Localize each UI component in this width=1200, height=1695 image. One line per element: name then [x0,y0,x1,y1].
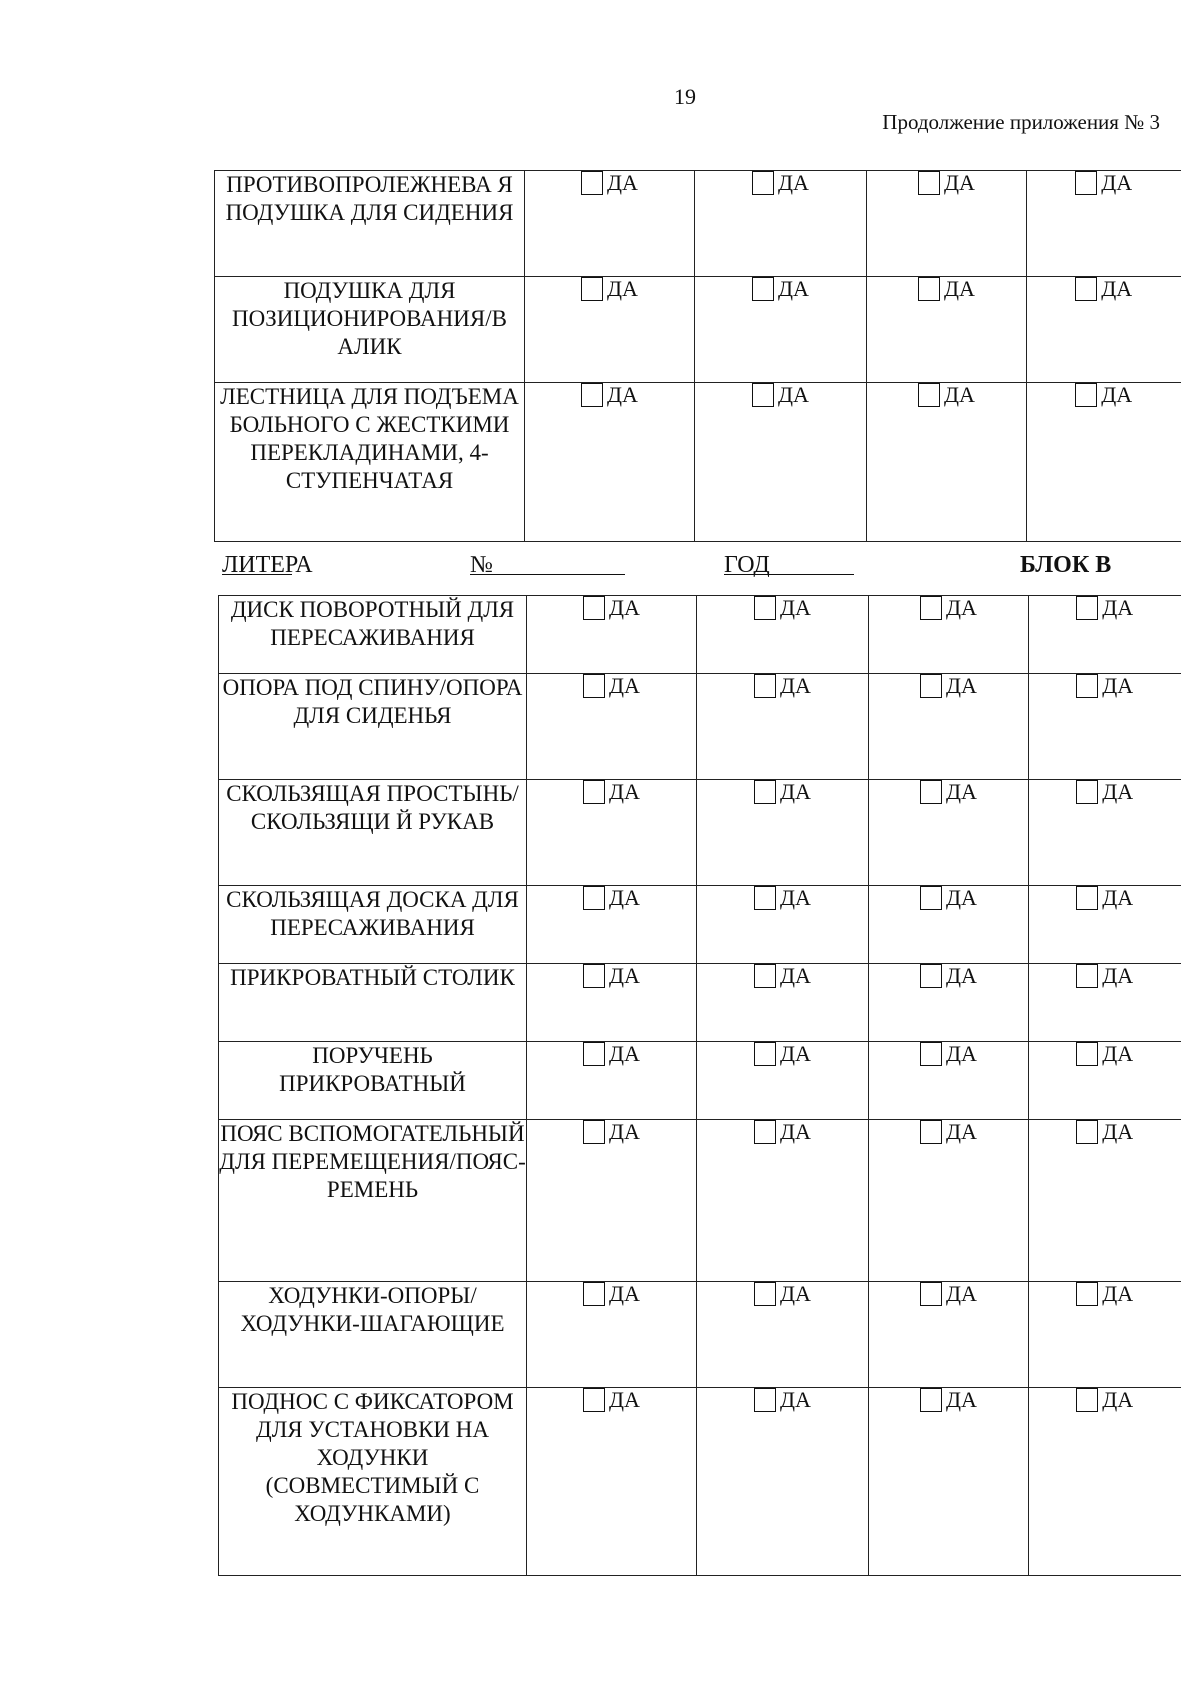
checkbox[interactable] [920,1282,942,1306]
option-cell [1029,964,1181,1042]
yes-option-label: ДА [1101,170,1133,195]
option-cell [1029,1282,1181,1388]
yes-option[interactable] [752,383,809,407]
table-row [219,1388,1181,1576]
yes-option[interactable] [754,1120,811,1144]
checkbox[interactable] [920,674,942,698]
option-cell [869,886,1029,964]
checkbox[interactable] [920,1120,942,1144]
option-cell [527,596,697,674]
checkbox[interactable] [1076,596,1098,620]
yes-option-label: ДА [946,1119,977,1144]
option-cell [527,674,697,780]
yes-option[interactable] [920,596,977,620]
yes-option-label: ДА [944,276,975,301]
option-cell [869,780,1029,886]
yes-option-label: ДА [946,963,977,988]
yes-option-label: ДА [1102,963,1134,988]
yes-option-label: ДА [609,673,640,698]
option-cell [527,1388,697,1576]
checkbox[interactable] [1076,1042,1098,1066]
yes-option[interactable] [1076,964,1133,988]
yes-option[interactable] [1076,780,1133,804]
row-label: СКОЛЬЗЯЩАЯ ПРОСТЫНЬ/СКОЛЬЗЯЩИ Й РУКАВ [219,780,527,886]
yes-option-label: ДА [609,963,640,988]
yes-option-label: ДА [1102,779,1134,804]
checkbox[interactable] [754,674,776,698]
yes-option-label: ДА [944,170,975,195]
option-cell [695,277,867,383]
checkbox[interactable] [583,674,605,698]
yes-option-label: ДА [780,1041,811,1066]
option-cell [527,964,697,1042]
row-label: ПОЯС ВСПОМОГАТЕЛЬНЫЙ ДЛЯ ПЕРЕМЕЩЕНИЯ/ПОЯС-РЕМЕНЬ [219,1120,527,1282]
yes-option[interactable] [1076,674,1133,698]
yes-option-label: ДА [607,276,638,301]
yes-option-label: ДА [607,382,638,407]
option-cell [697,1042,869,1120]
year-label: ГОД [724,552,770,578]
yes-option-label: ДА [780,885,811,910]
option-cell [695,171,867,277]
table-row [219,1042,1181,1120]
yes-option[interactable] [918,171,975,195]
row-label: ПОРУЧЕНЬ ПРИКРОВАТНЫЙ [219,1042,527,1120]
row-label: ОПОРА ПОД СПИНУ/ОПОРА ДЛЯ СИДЕНЬЯ [219,674,527,780]
table-row [215,383,1181,542]
option-cell [867,277,1027,383]
yes-option-label: ДА [1101,276,1133,301]
yes-option[interactable] [752,171,809,195]
yes-option[interactable] [583,1388,640,1412]
checkbox[interactable] [754,596,776,620]
row-label: ПРИКРОВАТНЫЙ СТОЛИК [219,964,527,1042]
yes-option-label: ДА [778,170,809,195]
yes-option-label: ДА [946,1281,977,1306]
option-cell [527,886,697,964]
yes-option[interactable] [920,1042,977,1066]
litera-label: ЛИТЕРА [222,552,313,578]
option-cell [869,596,1029,674]
checkbox[interactable] [1075,171,1097,195]
yes-option-label: ДА [780,1281,811,1306]
yes-option[interactable] [583,886,640,910]
yes-option[interactable] [918,277,975,301]
block-header [222,552,1172,592]
table-row [219,674,1181,780]
yes-option[interactable] [920,1282,977,1306]
yes-option-label: ДА [609,885,640,910]
yes-option-label: ДА [1101,382,1133,407]
yes-option-label: ДА [1102,1119,1134,1144]
yes-option[interactable] [1075,383,1132,407]
yes-option-label: ДА [780,779,811,804]
yes-option-label: ДА [946,1387,977,1412]
option-cell [697,674,869,780]
yes-option-label: ДА [946,779,977,804]
checkbox[interactable] [583,1120,605,1144]
checkbox[interactable] [752,383,774,407]
option-cell [1029,1042,1181,1120]
checkbox[interactable] [581,171,603,195]
yes-option[interactable] [583,1120,640,1144]
checkbox[interactable] [1076,1388,1098,1412]
checkbox[interactable] [581,277,603,301]
option-cell [527,1042,697,1120]
litera-blank[interactable] [222,552,292,575]
option-cell [1029,596,1181,674]
yes-option[interactable] [583,596,640,620]
table-row [219,780,1181,886]
yes-option-label: ДА [780,1119,811,1144]
yes-option[interactable] [754,964,811,988]
yes-option-label: ДА [946,885,977,910]
checkbox[interactable] [754,1042,776,1066]
checkbox[interactable] [752,171,774,195]
yes-option[interactable] [920,1120,977,1144]
yes-option-label: ДА [778,382,809,407]
option-cell [869,1282,1029,1388]
option-cell [869,964,1029,1042]
option-cell [1029,780,1181,886]
option-cell [525,171,695,277]
yes-option[interactable] [581,277,638,301]
equipment-table-b [218,595,1181,1576]
checkbox[interactable] [583,886,605,910]
checkbox[interactable] [754,1282,776,1306]
block-title: БЛОК В [1020,552,1112,578]
yes-option[interactable] [754,596,811,620]
option-cell [697,596,869,674]
checkbox[interactable] [918,171,940,195]
option-cell [697,886,869,964]
option-cell [697,780,869,886]
year-blank[interactable] [724,552,854,575]
number-blank[interactable] [470,552,625,575]
checkbox[interactable] [583,1388,605,1412]
yes-option-label: ДА [609,595,640,620]
yes-option[interactable] [583,780,640,804]
checkbox[interactable] [920,1042,942,1066]
checkbox[interactable] [920,964,942,988]
yes-option-label: ДА [946,1041,977,1066]
option-cell [525,383,695,542]
option-cell [869,1042,1029,1120]
checkbox[interactable] [1076,886,1098,910]
row-label: ПРОТИВОПРОЛЕЖНЕВА Я ПОДУШКА ДЛЯ СИДЕНИЯ [215,171,525,277]
option-cell [1027,171,1181,277]
yes-option[interactable] [920,674,977,698]
yes-option[interactable] [754,780,811,804]
table-row [219,1120,1181,1282]
yes-option-label: ДА [609,779,640,804]
yes-option-label: ДА [607,170,638,195]
number-label: № [470,552,493,578]
option-cell [697,1120,869,1282]
yes-option[interactable] [1076,596,1133,620]
yes-option[interactable] [583,674,640,698]
table-row [215,277,1181,383]
checkbox[interactable] [1076,780,1098,804]
checkbox[interactable] [1076,964,1098,988]
option-cell [527,1120,697,1282]
row-label: ПОДНОС С ФИКСАТОРОМ ДЛЯ УСТАНОВКИ НА ХОДУНКИ (СОВМЕСТИМЫЙ С ХОДУНКАМИ) [219,1388,527,1576]
yes-option[interactable] [583,1042,640,1066]
option-cell [869,1388,1029,1576]
option-cell [1029,674,1181,780]
option-cell [697,1282,869,1388]
option-cell [695,383,867,542]
yes-option-label: ДА [1102,1041,1134,1066]
yes-option[interactable] [1075,171,1132,195]
yes-option-label: ДА [778,276,809,301]
yes-option[interactable] [581,383,638,407]
option-cell [867,383,1027,542]
checkbox[interactable] [920,1388,942,1412]
checkbox[interactable] [1076,1282,1098,1306]
yes-option-label: ДА [780,673,811,698]
yes-option[interactable] [1075,277,1132,301]
table-row [219,1282,1181,1388]
checkbox[interactable] [754,1388,776,1412]
yes-option-label: ДА [609,1041,640,1066]
yes-option-label: ДА [609,1387,640,1412]
row-label: СКОЛЬЗЯЩАЯ ДОСКА ДЛЯ ПЕРЕСАЖИВАНИЯ [219,886,527,964]
option-cell [527,1282,697,1388]
checkbox[interactable] [581,383,603,407]
row-label: ПОДУШКА ДЛЯ ПОЗИЦИОНИРОВАНИЯ/В АЛИК [215,277,525,383]
yes-option[interactable] [754,1388,811,1412]
checkbox[interactable] [920,886,942,910]
checkbox[interactable] [920,780,942,804]
yes-option[interactable] [920,1388,977,1412]
page-number: 19 [674,84,696,109]
checkbox[interactable] [583,780,605,804]
checkbox[interactable] [583,1282,605,1306]
appendix-note: Продолжение приложения № 3 [882,110,1160,134]
yes-option[interactable] [1076,1120,1133,1144]
checkbox[interactable] [583,964,605,988]
checkbox[interactable] [583,1042,605,1066]
checkbox[interactable] [1075,383,1097,407]
yes-option[interactable] [583,964,640,988]
table-row [219,886,1181,964]
option-cell [867,171,1027,277]
checkbox[interactable] [754,780,776,804]
table-row [219,964,1181,1042]
yes-option-label: ДА [1102,595,1134,620]
yes-option[interactable] [920,964,977,988]
option-cell [1027,383,1181,542]
yes-option[interactable] [1076,886,1133,910]
yes-option[interactable] [754,1282,811,1306]
checkbox[interactable] [918,277,940,301]
yes-option-label: ДА [780,1387,811,1412]
yes-option[interactable] [583,1282,640,1306]
row-label: ДИСК ПОВОРОТНЫЙ ДЛЯ ПЕРЕСАЖИВАНИЯ [219,596,527,674]
option-cell [525,277,695,383]
checkbox[interactable] [754,964,776,988]
option-cell [869,1120,1029,1282]
option-cell [1029,1388,1181,1576]
yes-option[interactable] [754,1042,811,1066]
option-cell [1027,277,1181,383]
yes-option[interactable] [1076,1282,1133,1306]
yes-option-label: ДА [1102,673,1134,698]
table-row [215,171,1181,277]
yes-option-label: ДА [946,673,977,698]
yes-option[interactable] [920,886,977,910]
checkbox[interactable] [754,1120,776,1144]
option-cell [527,780,697,886]
yes-option-label: ДА [944,382,975,407]
checkbox[interactable] [752,277,774,301]
yes-option-label: ДА [1102,885,1134,910]
option-cell [697,964,869,1042]
checkbox[interactable] [1076,674,1098,698]
option-cell [1029,1120,1181,1282]
checkbox[interactable] [918,383,940,407]
checkbox[interactable] [583,596,605,620]
yes-option-label: ДА [1102,1387,1134,1412]
yes-option-label: ДА [780,595,811,620]
row-label: ХОДУНКИ-ОПОРЫ/ХОДУНКИ-ШАГАЮЩИЕ [219,1282,527,1388]
yes-option[interactable] [1076,1042,1133,1066]
checkbox[interactable] [754,886,776,910]
checkbox[interactable] [1076,1120,1098,1144]
option-cell [697,1388,869,1576]
yes-option-label: ДА [609,1281,640,1306]
yes-option-label: ДА [1102,1281,1134,1306]
yes-option-label: ДА [946,595,977,620]
yes-option-label: ДА [780,963,811,988]
yes-option[interactable] [754,674,811,698]
table-row [219,596,1181,674]
yes-option-label: ДА [609,1119,640,1144]
yes-option[interactable] [752,277,809,301]
yes-option[interactable] [754,886,811,910]
option-cell [1029,886,1181,964]
option-cell [869,674,1029,780]
equipment-table-a [214,170,1181,542]
checkbox[interactable] [1075,277,1097,301]
yes-option[interactable] [918,383,975,407]
yes-option[interactable] [581,171,638,195]
yes-option[interactable] [1076,1388,1133,1412]
yes-option[interactable] [920,780,977,804]
row-label: ЛЕСТНИЦА ДЛЯ ПОДЪЕМА БОЛЬНОГО С ЖЕСТКИМИ ПЕРЕКЛАДИНАМИ, 4-СТУПЕНЧАТАЯ [215,383,525,542]
checkbox[interactable] [920,596,942,620]
